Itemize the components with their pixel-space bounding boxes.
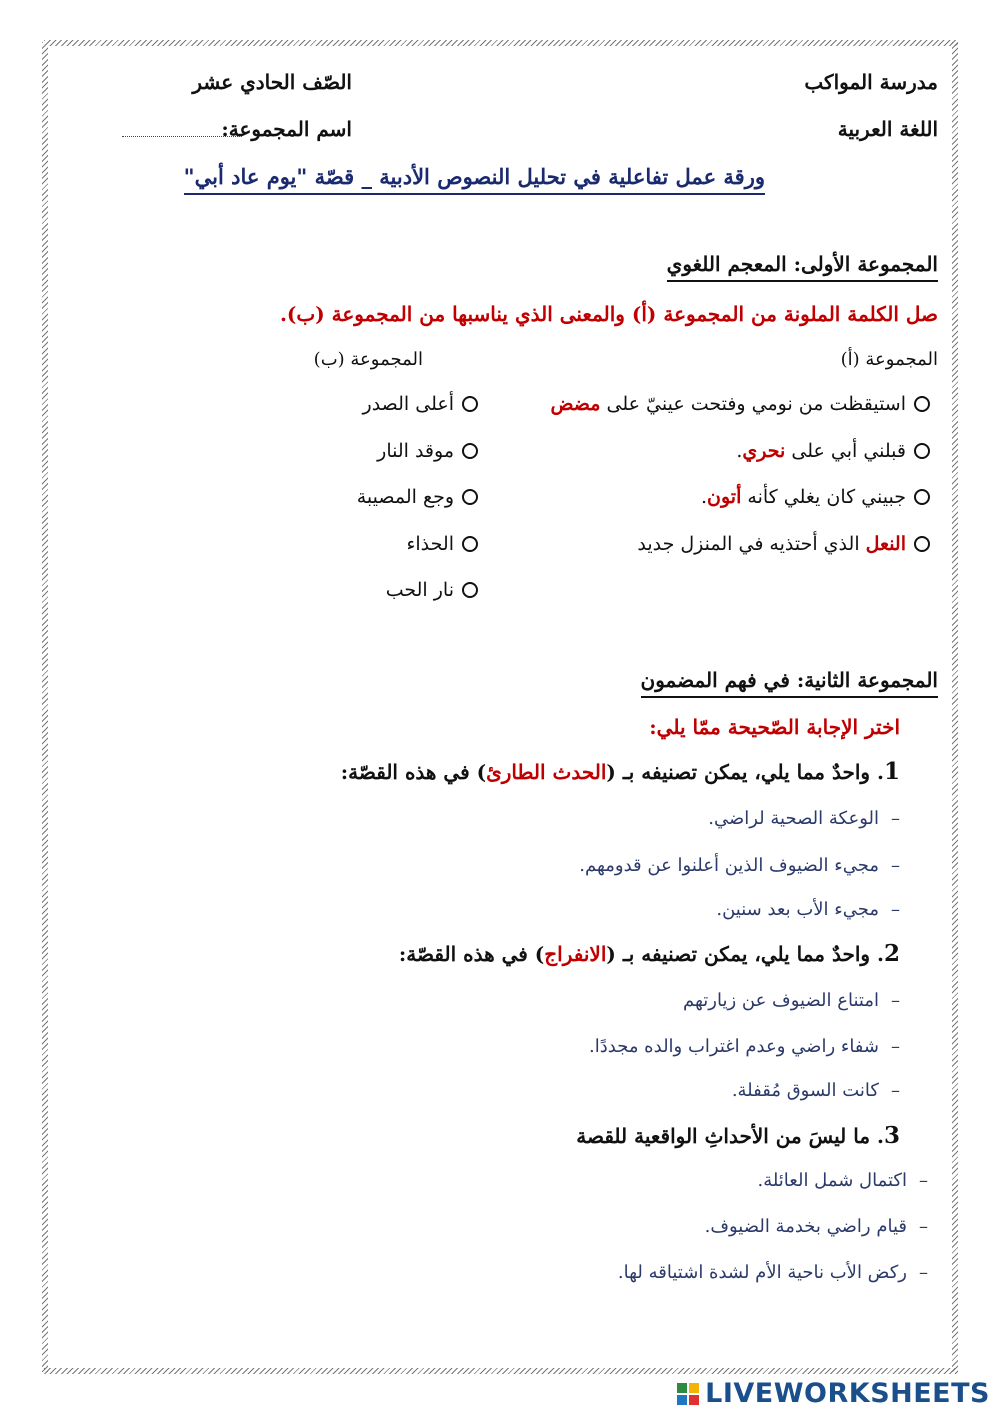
item-text: قبلني أبي على نحري. (736, 440, 906, 462)
bottom-border (44, 1368, 958, 1374)
question-3: 3. ما ليسَ من الأحداثِ الواقعية للقصة (576, 1122, 900, 1149)
group-a-item (551, 393, 930, 415)
group-b-item (386, 579, 478, 601)
answer-option[interactable]: –شفاء راضي وعدم اغتراب والده مجددًا. (589, 1036, 900, 1057)
question-2: 2. واحدٌ مما يلي، يمكن تصنيفه بـ (الانفراج) في هذه القصّة: (398, 940, 900, 967)
radio-circle-icon[interactable] (462, 489, 478, 505)
answer-option[interactable]: –كانت السوق مُقفلة. (731, 1080, 900, 1101)
top-border (44, 40, 958, 46)
grade-label: الصّف الحادي عشر (192, 70, 352, 94)
group-b-item (357, 486, 478, 508)
answer-option[interactable]: –مجيء الأب بعد سنين. (716, 899, 900, 920)
section1-title: المجموعة الأولى: المعجم اللغوي (667, 252, 938, 282)
group-name-input[interactable] (122, 122, 242, 137)
question-1: 1. واحدٌ مما يلي، يمكن تصنيفه بـ (الحدث الطارئ) في هذه القصّة: (340, 758, 900, 785)
item-text: النعل الذي أحتذيه في المنزل جديد (637, 533, 906, 555)
worksheet-title: ورقة عمل تفاعلية في تحليل النصوص الأدبية _ قصّة "يوم عاد أبي" (184, 164, 765, 195)
group-b-item (406, 533, 478, 555)
answer-option[interactable]: –ركض الأب ناحية الأم لشدة اشتياقه لها. (617, 1262, 928, 1283)
group-b-label: المجموعة (ب) (313, 349, 423, 370)
radio-circle-icon[interactable] (462, 536, 478, 552)
group-a-item (701, 486, 930, 508)
answer-option[interactable]: –امتناع الضيوف عن زيارتهم (683, 990, 900, 1011)
group-a-item (637, 533, 930, 555)
answer-option[interactable]: –الوعكة الصحية لراضي. (708, 808, 900, 829)
item-text: أعلى الصدر (362, 393, 454, 415)
group-name-label: اسم المجموعة: (221, 117, 352, 141)
item-text: جبيني كان يغلي كأنه أتون. (700, 486, 906, 508)
item-text: استيقظت من نومي وفتحت عينيّ على مضض (550, 393, 906, 415)
logo-squares-icon (677, 1383, 699, 1405)
left-border (42, 42, 48, 1372)
brand-text: LIVEWORKSHEETS (705, 1378, 990, 1409)
item-text: موقد النار (377, 440, 454, 462)
section1-instruction: صل الكلمة الملونة من المجموعة (أ) والمعنى الذي يناسبها من المجموعة (ب). (279, 302, 938, 326)
answer-option[interactable]: –مجيء الضيوف الذين أعلنوا عن قدومهم. (579, 855, 900, 876)
radio-circle-icon[interactable] (462, 582, 478, 598)
group-b-item (363, 393, 478, 415)
section2-title: المجموعة الثانية: في فهم المضمون (641, 668, 938, 698)
subject-label: اللغة العربية (837, 117, 938, 141)
radio-circle-icon[interactable] (914, 396, 930, 412)
radio-circle-icon[interactable] (462, 443, 478, 459)
answer-option[interactable]: –اكتمال شمل العائلة. (757, 1170, 928, 1191)
group-a-item (736, 440, 930, 462)
group-b-item (377, 440, 478, 462)
item-text: وجع المصيبة (356, 486, 454, 508)
item-text: نار الحب (385, 579, 454, 601)
answer-option[interactable]: –قيام راضي بخدمة الضيوف. (704, 1216, 928, 1237)
radio-circle-icon[interactable] (914, 536, 930, 552)
school-name: مدرسة المواكب (804, 70, 938, 94)
item-text: الحذاء (406, 533, 454, 555)
right-border (952, 42, 958, 1372)
radio-circle-icon[interactable] (462, 396, 478, 412)
radio-circle-icon[interactable] (914, 443, 930, 459)
radio-circle-icon[interactable] (914, 489, 930, 505)
section2-instruction: اختر الإجابة الصّحيحة ممّا يلي: (649, 715, 900, 739)
liveworksheets-logo[interactable] (677, 1378, 990, 1409)
group-a-label: المجموعة (أ) (840, 349, 938, 370)
